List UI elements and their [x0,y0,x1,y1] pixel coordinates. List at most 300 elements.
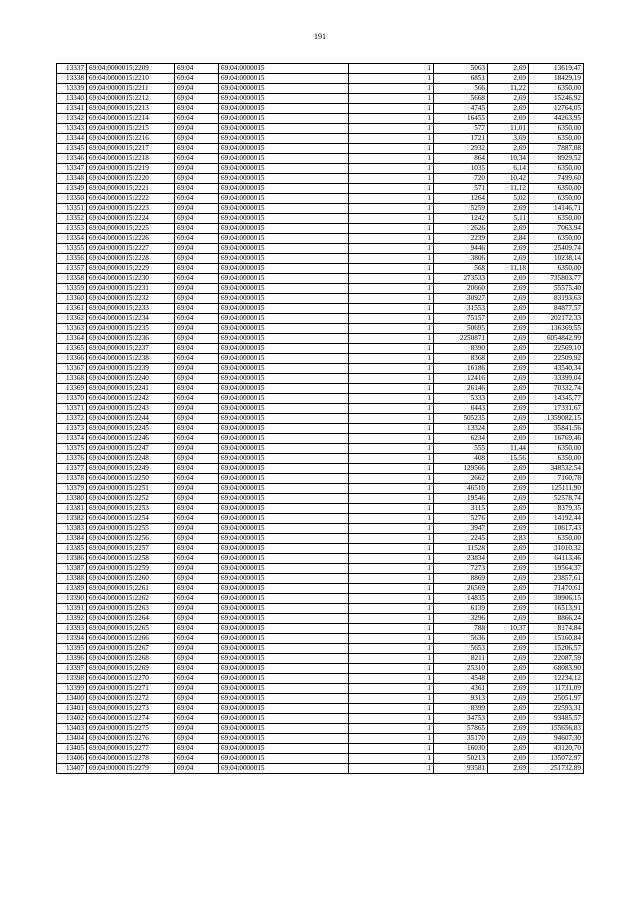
district-code: 69:04 [175,574,219,584]
row-number: 13398 [57,674,87,684]
row-number: 13388 [57,574,87,584]
cadastral-value: 15160,84 [529,634,584,644]
object-count: 1 [349,694,434,704]
area-value: 2250871 [434,334,488,344]
specific-value: 2,69 [488,274,529,284]
cadastral-value: 7063,94 [529,224,584,234]
cadastral-number: 69:04:0000015:2221 [87,184,175,194]
table-row [57,444,584,454]
specific-value: 2,69 [488,494,529,504]
cadastral-number: 69:04:0000015:2244 [87,414,175,424]
cadastral-number: 69:04:0000015:2269 [87,664,175,674]
quarter-number: 69:04:0000015 [219,174,349,184]
object-count: 1 [349,404,434,414]
object-count: 1 [349,304,434,314]
cadastral-number: 69:04:0000015:2266 [87,634,175,644]
cadastral-value: 135072,97 [529,754,584,764]
specific-value: 15,56 [488,454,529,464]
row-number: 13376 [57,454,87,464]
cadastral-number: 69:04:0000015:2216 [87,134,175,144]
table-row [57,414,584,424]
cadastral-number: 69:04:0000015:2224 [87,214,175,224]
district-code: 69:04 [175,84,219,94]
quarter-number: 69:04:0000015 [219,184,349,194]
quarter-number: 69:04:0000015 [219,234,349,244]
row-number: 13348 [57,174,87,184]
row-number: 13373 [57,424,87,434]
cadastral-value: 7499,60 [529,174,584,184]
specific-value: 11,12 [488,184,529,194]
cadastral-value: 18429,19 [529,74,584,84]
cadastral-value: 6350,00 [529,194,584,204]
table-row [57,244,584,254]
quarter-number: 69:04:0000015 [219,144,349,154]
specific-value: 10,42 [488,174,529,184]
cadastral-number: 69:04:0000015:2270 [87,674,175,684]
object-count: 1 [349,624,434,634]
quarter-number: 69:04:0000015 [219,114,349,124]
quarter-number: 69:04:0000015 [219,164,349,174]
cadastral-value: 6350,00 [529,444,584,454]
specific-value: 2,69 [488,204,529,214]
cadastral-value: 202172,33 [529,314,584,324]
district-code: 69:04 [175,734,219,744]
quarter-number: 69:04:0000015 [219,214,349,224]
object-count: 1 [349,544,434,554]
quarter-number: 69:04:0000015 [219,394,349,404]
quarter-number: 69:04:0000015 [219,484,349,494]
area-value: 3296 [434,614,488,624]
district-code: 69:04 [175,494,219,504]
row-number: 13384 [57,534,87,544]
specific-value: 6,14 [488,164,529,174]
cadastral-value: 83193,63 [529,294,584,304]
object-count: 1 [349,734,434,744]
table-row [57,584,584,594]
cadastral-value: 251732,89 [529,764,584,774]
cadastral-value: 14146,71 [529,204,584,214]
cadastral-value: 8929,52 [529,154,584,164]
specific-value: 2,69 [488,734,529,744]
district-code: 69:04 [175,334,219,344]
area-value: 50213 [434,754,488,764]
quarter-number: 69:04:0000015 [219,734,349,744]
quarter-number: 69:04:0000015 [219,304,349,314]
object-count: 1 [349,64,434,74]
specific-value: 2,69 [488,384,529,394]
row-number: 13363 [57,324,87,334]
specific-value: 2,69 [488,304,529,314]
specific-value: 2,69 [488,394,529,404]
object-count: 1 [349,564,434,574]
specific-value: 2,69 [488,424,529,434]
area-value: 26146 [434,384,488,394]
area-value: 2239 [434,234,488,244]
row-number: 13350 [57,194,87,204]
district-code: 69:04 [175,614,219,624]
cadastral-number: 69:04:0000015:2254 [87,514,175,524]
area-value: 5653 [434,644,488,654]
cadastral-value: 23857,61 [529,574,584,584]
table-row [57,534,584,544]
district-code: 69:04 [175,194,219,204]
district-code: 69:04 [175,314,219,324]
district-code: 69:04 [175,754,219,764]
table-row [57,344,584,354]
cadastral-number: 69:04:0000015:2210 [87,74,175,84]
table-row [57,764,584,774]
cadastral-number: 69:04:0000015:2248 [87,454,175,464]
table-row [57,504,584,514]
specific-value: 2,69 [488,254,529,264]
quarter-number: 69:04:0000015 [219,534,349,544]
specific-value: 2,69 [488,684,529,694]
cadastral-number: 69:04:0000015:2278 [87,754,175,764]
district-code: 69:04 [175,444,219,454]
quarter-number: 69:04:0000015 [219,584,349,594]
district-code: 69:04 [175,524,219,534]
area-value: 505235 [434,414,488,424]
object-count: 1 [349,114,434,124]
object-count: 1 [349,214,434,224]
row-number: 13341 [57,104,87,114]
object-count: 1 [349,364,434,374]
table-row [57,284,584,294]
district-code: 69:04 [175,384,219,394]
row-number: 13403 [57,724,87,734]
cadastral-value: 55575,40 [529,284,584,294]
district-code: 69:04 [175,424,219,434]
row-number: 13371 [57,404,87,414]
area-value: 26569 [434,584,488,594]
quarter-number: 69:04:0000015 [219,134,349,144]
cadastral-value: 155656,83 [529,724,584,734]
quarter-number: 69:04:0000015 [219,574,349,584]
table-row [57,604,584,614]
specific-value: 2,69 [488,664,529,674]
quarter-number: 69:04:0000015 [219,334,349,344]
cadastral-number: 69:04:0000015:2276 [87,734,175,744]
object-count: 1 [349,244,434,254]
row-number: 13392 [57,614,87,624]
area-value: 35170 [434,734,488,744]
cadastral-number: 69:04:0000015:2271 [87,684,175,694]
cadastral-value: 6350,00 [529,534,584,544]
object-count: 1 [349,464,434,474]
area-value: 4548 [434,674,488,684]
specific-value: 2,69 [488,614,529,624]
district-code: 69:04 [175,174,219,184]
cadastral-number: 69:04:0000015:2225 [87,224,175,234]
quarter-number: 69:04:0000015 [219,544,349,554]
area-value: 571 [434,184,488,194]
district-code: 69:04 [175,474,219,484]
table-row [57,634,584,644]
cadastral-number: 69:04:0000015:2277 [87,744,175,754]
table-row [57,124,584,134]
district-code: 69:04 [175,94,219,104]
quarter-number: 69:04:0000015 [219,94,349,104]
district-code: 69:04 [175,584,219,594]
cadastral-value: 735803,77 [529,274,584,284]
cadastral-value: 6350,00 [529,134,584,144]
row-number: 13401 [57,704,87,714]
cadastral-number: 69:04:0000015:2279 [87,764,175,774]
table-row [57,714,584,724]
area-value: 50695 [434,324,488,334]
cadastral-value: 136369,55 [529,324,584,334]
district-code: 69:04 [175,414,219,424]
quarter-number: 69:04:0000015 [219,314,349,324]
row-number: 13357 [57,264,87,274]
object-count: 1 [349,484,434,494]
cadastral-number: 69:04:0000015:2217 [87,144,175,154]
district-code: 69:04 [175,764,219,774]
cadastral-number: 69:04:0000015:2222 [87,194,175,204]
area-value: 75157 [434,314,488,324]
quarter-number: 69:04:0000015 [219,764,349,774]
area-value: 2662 [434,474,488,484]
table-row [57,174,584,184]
district-code: 69:04 [175,234,219,244]
cadastral-value: 25409,74 [529,244,584,254]
cadastral-value: 125111,90 [529,484,584,494]
object-count: 1 [349,264,434,274]
cadastral-number: 69:04:0000015:2240 [87,374,175,384]
district-code: 69:04 [175,164,219,174]
cadastral-number: 69:04:0000015:2238 [87,354,175,364]
object-count: 1 [349,684,434,694]
area-value: 273533 [434,274,488,284]
quarter-number: 69:04:0000015 [219,434,349,444]
area-value: 2626 [434,224,488,234]
specific-value: 2,69 [488,524,529,534]
row-number: 13387 [57,564,87,574]
object-count: 1 [349,274,434,284]
cadastral-number: 69:04:0000015:2241 [87,384,175,394]
page-number: 191 [314,32,326,41]
cadastral-number: 69:04:0000015:2232 [87,294,175,304]
row-number: 13389 [57,584,87,594]
row-number: 13402 [57,714,87,724]
row-number: 13374 [57,434,87,444]
area-value: 5333 [434,394,488,404]
cadastral-value: 7160,78 [529,474,584,484]
area-value: 20660 [434,284,488,294]
specific-value: 11,44 [488,444,529,454]
area-value: 7273 [434,564,488,574]
table-row [57,704,584,714]
district-code: 69:04 [175,404,219,414]
object-count: 1 [349,574,434,584]
cadastral-value: 16769,46 [529,434,584,444]
quarter-number: 69:04:0000015 [219,154,349,164]
district-code: 69:04 [175,744,219,754]
area-value: 5276 [434,514,488,524]
cadastral-number: 69:04:0000015:2242 [87,394,175,404]
area-value: 8869 [434,574,488,584]
quarter-number: 69:04:0000015 [219,454,349,464]
area-value: 1035 [434,164,488,174]
row-number: 13377 [57,464,87,474]
district-code: 69:04 [175,484,219,494]
area-value: 34753 [434,714,488,724]
row-number: 13346 [57,154,87,164]
table-row [57,454,584,464]
object-count: 1 [349,764,434,774]
object-count: 1 [349,444,434,454]
quarter-number: 69:04:0000015 [219,224,349,234]
cadastral-value: 13619,47 [529,64,584,74]
cadastral-value: 33399,04 [529,374,584,384]
table-row [57,524,584,534]
quarter-number: 69:04:0000015 [219,564,349,574]
table-row [57,154,584,164]
table-row [57,744,584,754]
area-value: 12416 [434,374,488,384]
cadastral-number: 69:04:0000015:2250 [87,474,175,484]
cadastral-number: 69:04:0000015:2230 [87,274,175,284]
object-count: 1 [349,294,434,304]
district-code: 69:04 [175,364,219,374]
cadastral-value: 43120,70 [529,744,584,754]
cadastral-value: 8174,84 [529,624,584,634]
district-code: 69:04 [175,564,219,574]
cadastral-number: 69:04:0000015:2213 [87,104,175,114]
table-row [57,544,584,554]
quarter-number: 69:04:0000015 [219,654,349,664]
specific-value: 11,18 [488,264,529,274]
district-code: 69:04 [175,324,219,334]
cadastral-value: 22593,31 [529,704,584,714]
table-row [57,104,584,114]
cadastral-number: 69:04:0000015:2223 [87,204,175,214]
quarter-number: 69:04:0000015 [219,64,349,74]
object-count: 1 [349,604,434,614]
table-row [57,264,584,274]
table-row [57,194,584,204]
table-row [57,624,584,634]
quarter-number: 69:04:0000015 [219,644,349,654]
cadastral-value: 68083,90 [529,664,584,674]
specific-value: 2,83 [488,534,529,544]
table-row [57,164,584,174]
cadastral-value: 14345,77 [529,394,584,404]
row-number: 13391 [57,604,87,614]
table-row [57,314,584,324]
table-row [57,684,584,694]
cadastral-number: 69:04:0000015:2262 [87,594,175,604]
object-count: 1 [349,324,434,334]
cadastral-value: 6350,00 [529,264,584,274]
table-row [57,614,584,624]
row-number: 13340 [57,94,87,104]
object-count: 1 [349,594,434,604]
cadastral-number: 69:04:0000015:2214 [87,114,175,124]
cadastral-value: 10617,43 [529,524,584,534]
object-count: 1 [349,644,434,654]
specific-value: 11,01 [488,124,529,134]
area-value: 6139 [434,604,488,614]
row-number: 13355 [57,244,87,254]
area-value: 5063 [434,64,488,74]
cadastral-value: 6350,00 [529,234,584,244]
district-code: 69:04 [175,154,219,164]
area-value: 568 [434,264,488,274]
specific-value: 2,69 [488,224,529,234]
area-value: 13324 [434,424,488,434]
quarter-number: 69:04:0000015 [219,194,349,204]
cadastral-number: 69:04:0000015:2260 [87,574,175,584]
cadastral-value: 11731,09 [529,684,584,694]
row-number: 13342 [57,114,87,124]
district-code: 69:04 [175,254,219,264]
specific-value: 2,69 [488,544,529,554]
specific-value: 2,69 [488,74,529,84]
cadastral-number: 69:04:0000015:2212 [87,94,175,104]
cadastral-value: 43540,34 [529,364,584,374]
district-code: 69:04 [175,64,219,74]
cadastral-number: 69:04:0000015:2253 [87,504,175,514]
quarter-number: 69:04:0000015 [219,204,349,214]
cadastral-value: 6350,00 [529,164,584,174]
row-number: 13351 [57,204,87,214]
row-number: 13364 [57,334,87,344]
object-count: 1 [349,314,434,324]
specific-value: 10,34 [488,154,529,164]
table-row [57,514,584,524]
cadastral-value: 6350,00 [529,184,584,194]
cadastral-number: 69:04:0000015:2252 [87,494,175,504]
object-count: 1 [349,164,434,174]
cadastral-value: 25051,97 [529,694,584,704]
object-count: 1 [349,94,434,104]
specific-value: 2,69 [488,714,529,724]
area-value: 23834 [434,554,488,564]
row-number: 13383 [57,524,87,534]
district-code: 69:04 [175,344,219,354]
table-row [57,204,584,214]
row-number: 13368 [57,374,87,384]
object-count: 1 [349,424,434,434]
cadastral-value-table [56,63,584,774]
quarter-number: 69:04:0000015 [219,294,349,304]
district-code: 69:04 [175,224,219,234]
district-code: 69:04 [175,304,219,314]
quarter-number: 69:04:0000015 [219,554,349,564]
row-number: 13395 [57,644,87,654]
specific-value: 11,22 [488,84,529,94]
quarter-number: 69:04:0000015 [219,444,349,454]
cadastral-value: 64113,46 [529,554,584,564]
row-number: 13407 [57,764,87,774]
district-code: 69:04 [175,674,219,684]
object-count: 1 [349,494,434,504]
object-count: 1 [349,454,434,464]
object-count: 1 [349,554,434,564]
district-code: 69:04 [175,604,219,614]
area-value: 11528 [434,544,488,554]
cadastral-value: 6350,00 [529,84,584,94]
cadastral-number: 69:04:0000015:2263 [87,604,175,614]
district-code: 69:04 [175,114,219,124]
specific-value: 2,69 [488,104,529,114]
area-value: 788 [434,624,488,634]
object-count: 1 [349,674,434,684]
area-value: 577 [434,124,488,134]
area-value: 6851 [434,74,488,84]
cadastral-number: 69:04:0000015:2272 [87,694,175,704]
